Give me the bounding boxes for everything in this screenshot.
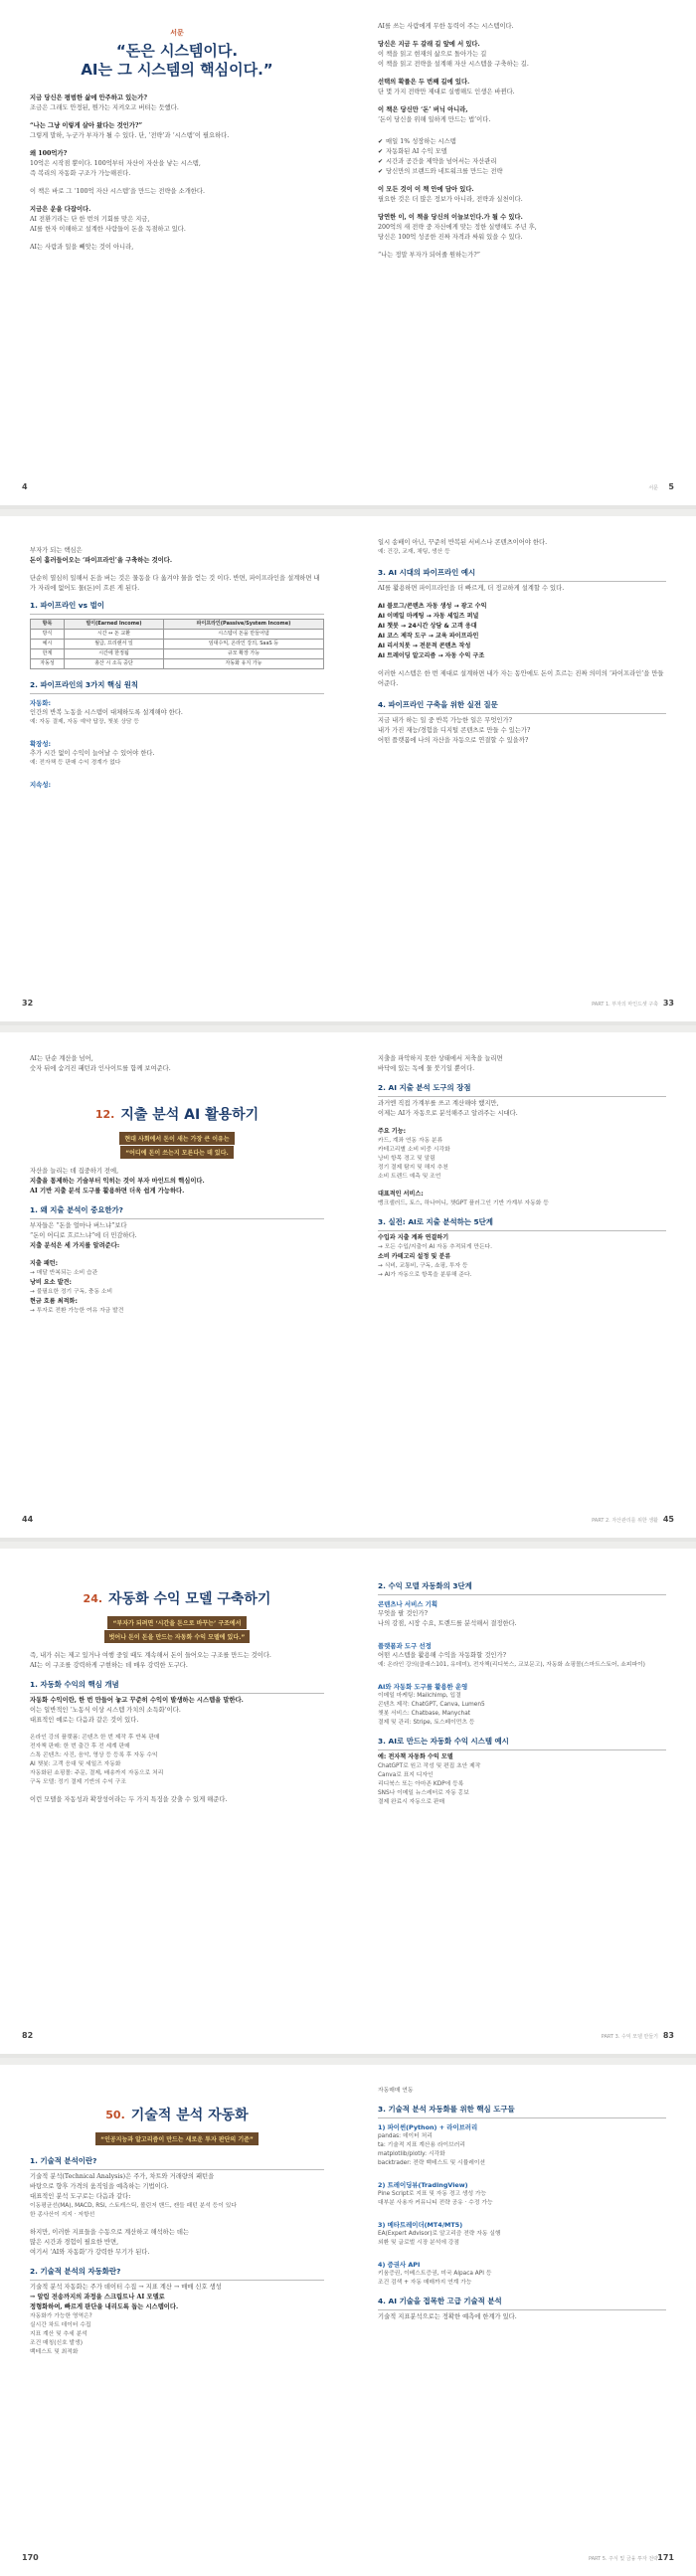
example-item: 전자책 판매: 한 번 출간 후 전 세계 판매 — [30, 1744, 130, 1749]
feature-item: 카드, 계좌 연동 자동 분류 — [378, 1138, 443, 1144]
running-head: PART 3. 수익 모델 만들기 — [601, 2034, 658, 2040]
paragraph-line: 당신은 지금 두 갈래 길 앞에 서 있다. — [378, 41, 480, 48]
running-head: PART 2. 자산관리를 위한 생활 — [592, 1518, 658, 1524]
page-4 — [0, 0, 348, 505]
paragraph-line: 당신은 100억 성공한 진짜 자격과 싸워 있을 수 있다. — [378, 234, 523, 241]
table-row — [31, 630, 324, 640]
paragraph-line: AI는 이 구조를 강력하게 구현하는 데 매우 강력한 도구다. — [30, 1662, 188, 1669]
tool-item: 챗봇 서비스: Chatbase, Manychat — [378, 1711, 471, 1717]
tool-item: EA(Expert Advisor)로 알고리즘 전략 자동 실행 — [378, 2231, 501, 2237]
spacer — [30, 179, 324, 187]
heading-what-is-ta: 1. 기술적 분석이란? — [30, 2155, 324, 2170]
paragraph: AI를 활용하면 파이프라인을 더 빠르게, 더 정교하게 설계할 수 있다. — [378, 585, 565, 592]
table-cell: 자동화 유지 가능 — [163, 659, 323, 669]
highlight-quote-line2: 벗어나 돈이 돈을 만드는 자동화 수익 모델에 있다.” — [104, 1630, 251, 1643]
preface-title-line2: AI는 그 시스템의 핵심이다.” — [81, 61, 273, 79]
paragraph — [30, 187, 324, 197]
paragraph-line: 이 책을 읽고 전략을 설계해 자산 시스템을 구축하는 길. — [378, 61, 529, 68]
chapter-title: 지출 분석 AI 활용하기 — [120, 1107, 260, 1123]
step-detail: → 모든 수입/지출이 AI 자동 추적되게 만든다. — [378, 1244, 492, 1250]
paragraph-line: ‘돈이 당신을 위해 일하게 만드는 법’이다. — [378, 116, 491, 123]
page-number: 44 — [22, 1515, 34, 1524]
platform-examples: 예: 온라인 강의(클래스101, 유데미), 전자책(리디북스, 교보문고), 자동화 쇼핑몰(스마트스토어, 쇼피파이) — [378, 1662, 645, 1668]
paragraph — [378, 22, 666, 32]
stage-label: 콘텐츠나 서비스 기획 — [378, 1600, 438, 1608]
heading-three-stages: 2. 수익 모델 자동화의 3단계 — [378, 1580, 666, 1595]
preface-body-cont — [378, 22, 666, 133]
principle-sustainability: 지속성: — [30, 781, 52, 789]
page-33 — [348, 516, 696, 1021]
paragraph-line: AI를 한자 이해하고 설계한 사람들이 돈을 독점하고 있다. — [30, 226, 186, 233]
paragraph-line-bold: → 알림 전송까지의 과정을 스크립트나 AI 모델로 — [30, 2294, 165, 2300]
paragraph-line: AI 전환기라는 단 한 번의 기회를 맞은 지금, — [30, 216, 150, 223]
paragraph — [378, 40, 666, 70]
paragraph-line: 자산을 늘리는 데 집중하기 전에, — [30, 1168, 119, 1175]
check-item: ✔ 시간과 공간을 제약을 넘어서는 자산관리 — [378, 157, 666, 167]
paragraph-line: “나는 그냥 이렇게 살아 왔다는 것인가?” — [30, 122, 143, 129]
spacer — [30, 141, 324, 149]
intro-paragraph: 단순히 열심히 일해서 돈을 버는 것은 물동을 다 옮겨야 물을 얻는 것 이다. 반면, 파이프라인을 설계하면 내가 자리에 없어도 물(돈)이 흐른 게 된다. — [30, 575, 320, 592]
page-number: 4 — [22, 482, 28, 491]
tool-group-metatrader: 3) 메타트레이더(MT4/MT5) — [378, 2221, 463, 2229]
paragraph-line: 이 모든 것이 이 책 안에 담아 있다. — [378, 186, 474, 193]
paragraph-line: 필요한 것은 더 많은 정보가 아니라, 전략과 실천이다. — [378, 196, 523, 203]
spacer — [30, 197, 324, 205]
table-cell: 예시 — [31, 640, 65, 649]
paragraph-line: 그렇게 말하, 누군가 부자가 될 수 있다. 단, ‘전략’과 ‘시스템’이 필요하다. — [30, 132, 230, 139]
automation-area-list — [30, 2312, 324, 2357]
paragraph: 이러한 시스템은 한 번 제대로 설계하면 내가 자는 동안에도 돈이 흐르는 진짜 의미의 ‘파이프라인’을 만들어준다. — [378, 670, 664, 687]
heading-three-principles: 2. 파이프라인의 3가지 핵심 원칙 — [30, 679, 324, 694]
pipeline-example: AI 트레이딩 알고리즘 → 자동 수익 구조 — [378, 652, 485, 659]
list-label: 낭비 요소 발견: — [30, 1279, 72, 1286]
paragraph-line: 과거엔 직접 가계부를 쓰고 계산해야 했지만, — [378, 1100, 499, 1107]
paragraph-line: 많은 시간과 경험이 필요한 반면, — [30, 2239, 119, 2246]
tool-item: 외환 및 글로벌 시장 분석에 강점 — [378, 2240, 460, 2246]
paragraph-line: 이제는 AI가 자동으로 분석해주고 알려주는 시대다. — [378, 1110, 518, 1117]
step-list — [378, 1233, 666, 1280]
paragraph-line: 조금은 그래도 안정된, 뭔가는 지켜오고 버텨는 듯했다. — [30, 104, 179, 111]
tool-item: ta: 기술적 지표 계산용 라이브러리 — [378, 2142, 465, 2148]
automation-area: 조건 매칭(신호 발생) — [30, 2340, 84, 2346]
page-number: 5 — [668, 482, 674, 491]
table-row — [31, 659, 324, 669]
spacer — [378, 125, 666, 133]
paragraph-line: 당연한 이, 이 책을 당신의 이늘보인다.가 될 수 있다. — [378, 214, 523, 221]
indicator-list: 이동평균선(MA), MACD, RSI, 스토캐스틱, 볼린저 밴드, 캔들 패턴 분석 등이 있다 — [30, 2203, 237, 2209]
paragraph-line-bold: AI 기반 지출 분석 도구를 활용하면 더욱 쉽게 가능하다. — [30, 1188, 185, 1195]
paragraph-line: 숫자 뒤에 숨겨진 패턴과 인사이트를 함께 보여준다. — [30, 1065, 171, 1072]
paragraph-line: 하지만, 이러한 지표들을 수동으로 계산하고 해석하는 데는 — [30, 2229, 189, 2236]
chapter-heading — [30, 1104, 324, 1124]
tool-item: 결제 및 관리: Stripe, 토스페이먼츠 등 — [378, 1720, 475, 1726]
paragraph-line: 바닥에 있는 독에 물 붓기일 뿐이다. — [378, 1065, 475, 1072]
page-5 — [348, 0, 696, 505]
spacer — [378, 70, 666, 78]
tool-item: Pine Script로 지표 및 자동 경고 생성 가능 — [378, 2191, 487, 2197]
table-cell: 자동성 — [31, 659, 65, 669]
feature-label: 주요 기능: — [378, 1128, 407, 1135]
heading-practical-questions: 4. 파이프라인 구축을 위한 실전 질문 — [378, 699, 666, 714]
list-detail: → 매달 반복되는 소비 습관 — [30, 1270, 98, 1276]
heading-pipeline-vs-earning: 1. 파이프라인 vs 벌이 — [30, 600, 324, 615]
ebook-step: 리디북스 또는 아마존 KDP에 등록 — [378, 1781, 464, 1787]
paragraph: 기술적 지표분석으로는 정확한 예측에 한계가 있다. — [378, 2313, 517, 2320]
principle-example: 예: 건강, 교재, 채팅, 생산 등 — [378, 549, 450, 555]
highlight-quote-line1: “부자가 되려면 ‘시간을 돈으로 바꾸는’ 구조에서 — [107, 1616, 246, 1629]
tool-group-tradingview: 2) 트레이딩뷰(TradingView) — [378, 2181, 468, 2189]
spread-1 — [0, 0, 696, 509]
page-number: 45 — [662, 1515, 674, 1524]
heading-core-tools: 3. 기술적 분석 자동화를 위한 핵심 도구들 — [378, 2104, 666, 2118]
chapter-title: 자동화 수익 모델 구축하기 — [108, 1591, 271, 1607]
principle-text: 인간의 반복 노동을 시스템이 대체하도록 설계해야 한다. — [30, 709, 183, 716]
chapter-number: 12. — [94, 1107, 115, 1121]
paragraph-line: 부자들은 “돈을 얼마나 버느냐”보다 — [30, 1222, 127, 1229]
chapter-heading — [30, 1588, 324, 1608]
heading-why-spending-analysis: 1. 왜 지출 분석이 중요한가? — [30, 1204, 324, 1219]
paragraph: 어떤 시스템을 활용해 수익을 자동화할 것인가? — [378, 1652, 506, 1659]
spread-2 — [0, 516, 696, 1025]
table-row — [31, 640, 324, 649]
stage-label: AI와 자동화 도구를 활용한 운영 — [378, 1683, 468, 1691]
paragraph — [378, 78, 666, 97]
table-cell: 시스템이 돈을 만들어냄 — [163, 630, 323, 640]
principle-text: 일시 송배이 아닌, 꾸준히 반복된 서비스나 콘텐츠이어야 한다. — [378, 539, 548, 546]
spread-5 — [0, 2065, 696, 2576]
chapter-heading — [30, 2105, 324, 2124]
paragraph — [378, 105, 666, 125]
page-number: 171 — [657, 2553, 674, 2562]
paragraph-line: 지금은 운을 다잡이다. — [30, 206, 91, 213]
feature-item: 정기 결제 탐지 및 해지 추천 — [378, 1165, 448, 1171]
principle-automation: 자동화: — [30, 699, 52, 707]
table-cell: 시간 ↔ 돈 교환 — [65, 630, 164, 640]
chapter-number: 50. — [105, 2108, 125, 2121]
paragraph-line: 이 책을 읽고 현재의 삶으로 돌아가는 길 — [378, 51, 487, 58]
paragraph-line: 기술적 분석 자동화는 주가 데이터 수집 → 지표 계산 → 매매 신호 생성 — [30, 2284, 222, 2291]
step-detail: → AI가 자동으로 항목을 분류해 준다. — [378, 1272, 472, 1278]
paragraph-line: AI는 사람과 일을 빼앗는 것이 아니라, — [30, 244, 134, 251]
paragraph-line: 이 책은 당신만 ‘돈’ 버닉 아니라, — [378, 106, 468, 113]
paragraph-line-bold: 지출 분석은 세 가지를 알려준다: — [30, 1242, 120, 1249]
automation-area: 자동화가 가능한 영역은? — [30, 2313, 92, 2319]
paragraph-line: 선택의 확률은 두 번째 길에 있다. — [378, 79, 470, 86]
paragraph-line: 200억의 새 전략 중 자산에게 맞는 정한 실행해도 주년 후, — [378, 224, 537, 231]
paragraph-line: AI는 단순 계산을 넘어, — [30, 1055, 93, 1062]
feature-list — [378, 1137, 666, 1182]
paragraph-line: 즉, 내가 쉬는 제고 있거나 여행 중일 때도 계속해서 돈이 들어오는 구조를 만드는 것이다. — [30, 1652, 271, 1659]
example-item: AI 챗봇: 고객 응대 및 세일즈 자동화 — [30, 1761, 121, 1767]
table-cell: 시간에 한정됨 — [65, 649, 164, 659]
indicator-list-cont: 한 종사산이 지지 · 저항선 — [30, 2212, 95, 2218]
table-cell: 월급, 프리랜서 일 — [65, 640, 164, 649]
service-list: 뱅크샐러드, 토스, 하나머니, 챗GPT 플러그인 기반 가계부 자동화 등 — [378, 1200, 549, 1206]
tool-item: 조건 검색 + 자동 매매까지 연계 가능 — [378, 2280, 472, 2286]
automation-area: 지표 계산 및 추세 분석 — [30, 2331, 87, 2337]
heading-ta-automation: 2. 기술적 분석의 자동화란? — [30, 2266, 324, 2281]
section-label: 서문 — [170, 29, 184, 37]
paragraph — [30, 121, 324, 141]
stage-label: 플랫폼과 도구 선정 — [378, 1642, 432, 1650]
heading-ai-system-examples: 3. AI로 만드는 자동화 수익 시스템 예시 — [378, 1736, 666, 1750]
running-head: PART 1. 부자의 마인드셋 구축 — [592, 1002, 658, 1008]
page-number: 33 — [662, 999, 674, 1008]
question-item: 내가 가진 재능/경험을 디지털 콘텐츠로 만들 수 있는가? — [378, 727, 531, 734]
paragraph-line: 여기서 ‘AI와 자동화’가 강력한 무기가 된다. — [30, 2249, 150, 2256]
paragraph-line: 이는 일반적인 ‘노동식 이상 시스템 가치의 소득화’이다. — [30, 1707, 181, 1714]
paragraph-line-bold: 자동화 수익이란, 한 번 만들어 놓고 꾸준히 수익이 발생하는 시스템을 말한다. — [30, 1697, 244, 1704]
tool-group-items — [378, 2270, 666, 2288]
page-170 — [0, 2065, 348, 2576]
ebook-steps — [378, 1762, 666, 1807]
paragraph-line: “돈이 어디로 흐르느냐”에 더 민감하다. — [30, 1232, 137, 1239]
feature-item: 소비 트렌드 예측 및 조언 — [378, 1174, 441, 1180]
tool-group-items — [378, 2190, 666, 2208]
paragraph: 이런 모델을 자동성과 확장성이라는 두 가지 특징을 갖출 수 있게 해준다. — [30, 1796, 228, 1803]
paragraph-line: 10억은 시작점 뿐이다. 100억부터 자산이 자산을 낳는 시스템, — [30, 160, 201, 167]
page-44 — [0, 1032, 348, 1538]
table-cell: 규모 확장 가능 — [163, 649, 323, 659]
paragraph-line: 바탕으로 향후 가격의 움직임을 예측하는 기법이다. — [30, 2183, 169, 2190]
heading-ai-pipeline-examples: 3. AI 시대의 파이프라인 예시 — [378, 567, 666, 582]
table-header: 벌이(Earned Income) — [65, 620, 164, 630]
pipeline-example: AI 이메일 마케팅 → 자동 세일즈 퍼널 — [378, 613, 479, 620]
page-82 — [0, 1549, 348, 2054]
spacer — [30, 113, 324, 121]
tool-item: 대부분 사용자 커뮤니티 전략 공유 · 수정 가능 — [378, 2200, 493, 2206]
feature-item: 카테고리별 소비 비중 시각화 — [378, 1147, 450, 1153]
spacer — [378, 243, 666, 251]
list-detail: → 투자로 전환 가능한 여유 자금 발견 — [30, 1308, 124, 1314]
pipeline-example: AI 코스 제작 도구 → 교육 파이프라인 — [378, 633, 479, 640]
list-label: 지출 패턴: — [30, 1260, 59, 1267]
principle-text: 추가 시간 없이 수익이 늘어날 수 있어야 한다. — [30, 750, 155, 757]
paragraph-line: 지출을 파악하지 못한 상태에서 저축을 늘리면 — [378, 1055, 503, 1062]
spacer — [378, 205, 666, 213]
paragraph — [30, 149, 324, 179]
paragraph-line: 대표적인 분석 도구로는 다음과 같다: — [30, 2193, 131, 2200]
check-item: ✔ 매일 1% 성장하는 시스템 — [378, 137, 666, 147]
pipeline-example: AI 블로그/콘텐츠 자동 생성 → 광고 수익 — [378, 603, 487, 610]
example-item: 구독 모델: 정기 결제 기반의 수익 구조 — [30, 1779, 127, 1785]
list-detail: → 불필요한 정기 구독, 충동 소비 — [30, 1289, 113, 1295]
paragraph-line: 나의 강점, 시장 수요, 트렌드를 분석해서 결정한다. — [378, 1620, 517, 1627]
question-list — [378, 716, 666, 746]
ebook-step: 결제 완료시 자동으로 판매 — [378, 1799, 445, 1805]
example-list — [30, 1734, 324, 1787]
intro-line: 부자가 되는 핵심은 — [30, 547, 83, 554]
check-item: ✔ 당신만의 브랜드와 네트워크를 만드는 전략 — [378, 167, 666, 177]
table-cell: 임대수익, 온라인 강의, SaaS 등 — [163, 640, 323, 649]
tool-item: matplotlib/plotly: 시각화 — [378, 2151, 445, 2157]
principle-example: 예: 전자책 등 판매 수익 경계가 없다 — [30, 760, 121, 766]
example-label: 예: 전자책 자동화 수익 모델 — [378, 1753, 453, 1760]
paragraph — [378, 213, 666, 243]
heading-automation-concept: 1. 자동화 수익의 핵심 개념 — [30, 1679, 324, 1694]
running-head: 서문 — [648, 485, 658, 491]
automation-area: 실시간 차트 데이터 수집 — [30, 2322, 91, 2328]
paragraph-line: 대표적인 예로는 다음과 같은 것이 있다. — [30, 1717, 139, 1724]
table-header: 파이프라인(Passive/System Income) — [163, 620, 323, 630]
tool-item: pandas: 데이터 처리 — [378, 2133, 433, 2139]
table-cell: 방식 — [31, 630, 65, 640]
tool-item: 콘텐츠 제작: ChatGPT, Canva, Lumen5 — [378, 1702, 485, 1708]
page-number: 83 — [662, 2031, 674, 2040]
example-item: 스톡 콘텐츠: 사진, 음악, 영상 등 등록 후 자동 수익 — [30, 1752, 158, 1758]
pipeline-example: AI 리서치봇 → 전문적 콘텐츠 작성 — [378, 643, 471, 649]
table-row — [31, 649, 324, 659]
heading-five-steps: 3. 실전: AI로 지출 분석하는 5단계 — [378, 1216, 666, 1231]
spacer — [378, 32, 666, 40]
spacer — [378, 97, 666, 105]
page-45 — [348, 1032, 696, 1538]
checklist — [378, 137, 666, 177]
tool-group-broker-api: 4) 증권사 API — [378, 2261, 421, 2269]
preface-body — [30, 93, 324, 253]
tool-group-items — [378, 2230, 666, 2248]
paragraph — [30, 243, 324, 253]
ebook-step: Canva로 표지 디자인 — [378, 1772, 434, 1778]
step-detail: → 식비, 교통비, 구독, 쇼핑, 투자 등 — [378, 1263, 468, 1269]
page-83 — [348, 1549, 696, 2054]
highlight-quote-line2: “어디에 돈이 쓰는지 모른다는 데 있다. — [120, 1146, 234, 1159]
chapter-title: 기술적 분석 자동화 — [130, 2108, 249, 2123]
tool-item: 이메일 마케팅: Mailchimp, 입결 — [378, 1693, 461, 1699]
spread-4 — [0, 1549, 696, 2058]
principle-example: 예: 자동 결제, 자동 예약 답장, 챗봇 상담 등 — [30, 719, 139, 725]
pipeline-example-list — [378, 602, 666, 661]
spacer — [30, 235, 324, 243]
paragraph-line-bold: 정형화하여, 빠르게 판단을 내리도록 돕는 시스템이다. — [30, 2303, 179, 2310]
page-171 — [348, 2065, 696, 2576]
running-head: PART 5. 주식 및 금융 투자 전략 — [588, 2556, 658, 2562]
example-item: 온라인 강의 플랫폼: 콘텐츠 한 번 제작 후 반복 판매 — [30, 1735, 160, 1741]
paragraph-line: 지금 당신은 평범한 삶에 안주하고 있는가? — [30, 94, 148, 101]
chapter-number: 24. — [83, 1591, 103, 1605]
feature-item: 낭비 항목 경고 및 알림 — [378, 1156, 435, 1162]
ebook-step: SNS나 이메일 뉴스레터로 자동 홍보 — [378, 1790, 469, 1796]
paragraph-line: 즉 복리의 자동화 구조가 가능해진다. — [30, 170, 131, 177]
highlight-quote: “인공지능과 알고리즘이 만드는 새로운 투자 판단의 기준” — [95, 2132, 259, 2145]
paragraph — [30, 205, 324, 235]
ebook-step: ChatGPT로 원고 작성 및 편집 초안 제작 — [378, 1763, 481, 1769]
list-item: 자동매매 연동 — [378, 2088, 414, 2094]
tool-group-python: 1) 파이썬(Python) + 라이브러리 — [378, 2123, 478, 2131]
intro-line-bold: 돈이 흘러들어오는 ‘파이프라인’을 구축하는 것이다. — [30, 557, 173, 564]
preface-body-end — [378, 185, 666, 261]
table-header: 항목 — [31, 620, 65, 630]
paragraph — [378, 185, 666, 205]
table-cell: 한계 — [31, 649, 65, 659]
page-32 — [0, 516, 348, 1021]
example-item: 자동화된 쇼핑몰: 주문, 결제, 배송까지 자동으로 처리 — [30, 1770, 164, 1776]
paragraph-line: 기술적 분석(Technical Analysis)은 주가, 차트와 거래량의 패턴을 — [30, 2173, 215, 2180]
page-number: 82 — [22, 2031, 34, 2040]
tool-item: 키움증권, 이베스트증권, 미국 Alpaca API 등 — [378, 2271, 492, 2277]
step-title: 소비 카테고리 설정 및 분류 — [378, 1253, 451, 1260]
pipeline-example: AI 챗봇 → 24시간 상담 & 고객 응대 — [378, 623, 477, 630]
paragraph-line: 무엇을 팔 것인가? — [378, 1610, 428, 1617]
page-number: 32 — [22, 999, 34, 1008]
service-label: 대표적인 서비스: — [378, 1191, 424, 1197]
tool-list — [378, 1692, 666, 1728]
tool-item: backtrader: 전략 백테스트 및 시뮬레이션 — [378, 2160, 486, 2166]
page-number: 170 — [22, 2553, 39, 2562]
paragraph — [378, 251, 666, 261]
comparison-table — [30, 619, 324, 669]
paragraph-line: AI를 쓰는 사람에게 무한 동력이 주는 시스템이다. — [378, 23, 514, 30]
principle-scalability: 확장성: — [30, 740, 52, 748]
paragraph-line: “나는 정말 부자가 되어줄 원하는가?” — [378, 252, 480, 259]
spread-3 — [0, 1032, 696, 1542]
paragraph-line-bold: 지출을 통제하는 기술부터 익히는 것이 부자 마인드의 핵심이다. — [30, 1178, 205, 1185]
paragraph-line: 왜 100억가? — [30, 150, 68, 157]
paragraph — [30, 93, 324, 113]
tool-group-items — [378, 2132, 666, 2168]
check-item: ✔ 자동화된 AI 수익 모델 — [378, 147, 666, 157]
paragraph-line: 단 몇 가지 전략만 제대로 실행해도 인생은 바뀐다. — [378, 89, 515, 95]
step-title: 수입과 지출 계좌 연결하기 — [378, 1234, 449, 1241]
preface-title-line1: “돈은 시스템이다. — [115, 42, 239, 60]
list-label: 현금 흐름 최적화: — [30, 1298, 78, 1305]
table-cell: 총산 시 소득 중단 — [65, 659, 164, 669]
heading-advanced-ai-ta: 4. AI 기술을 접목한 고급 기술적 분석 — [378, 2296, 666, 2310]
paragraph-line: 이 책은 바로 그 ‘100억 자산 시스템’을 만드는 전략을 소개한다. — [30, 188, 205, 195]
question-item: 어떤 플랫폼에 나의 자산을 자동으로 연결할 수 있을까? — [378, 737, 529, 744]
automation-area: 백테스트 및 최적화 — [30, 2349, 79, 2355]
highlight-quote-line1: 현대 사회에서 돈이 새는 가장 큰 이유는 — [119, 1132, 234, 1145]
question-item: 지금 내가 하는 일 중 반복 가능한 일은 무엇인가? — [378, 717, 512, 724]
heading-ai-tool-advantages: 2. AI 지출 분석 도구의 장점 — [378, 1082, 666, 1097]
